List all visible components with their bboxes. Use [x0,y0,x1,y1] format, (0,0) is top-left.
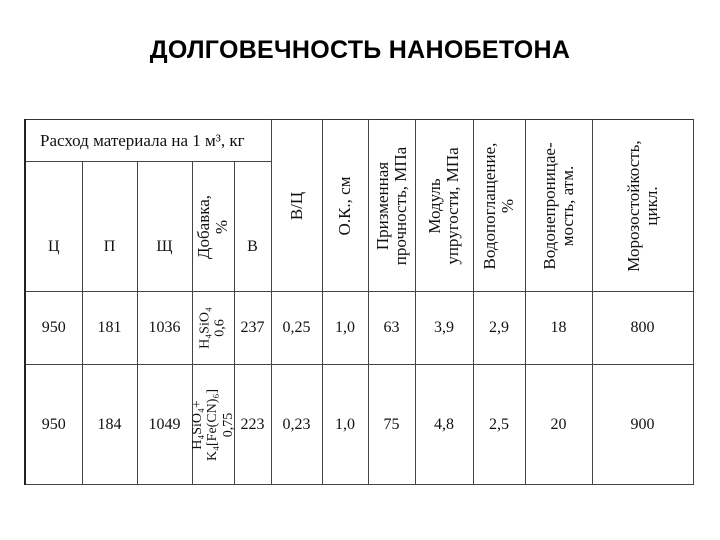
cell-additive: H₄SiO₄ 0,6 [192,292,234,365]
col-header-water-absorption: Водопоглащение, % [473,120,525,292]
cell-water-impermeability: 20 [525,365,592,485]
col-header-wc: В/Ц [271,120,322,292]
cell-slump: 1,0 [322,292,368,365]
cell-wc: 0,25 [271,292,322,365]
col-header-gravel: Щ [137,162,192,292]
cell-sand: 184 [82,365,137,485]
col-header-sand: П [82,162,137,292]
cell-additive: H₄SiO₄+ K₄[Fe(CN)₆] 0,75 [192,365,234,485]
cell-modulus: 4,8 [415,365,473,485]
col-header-additive: Добавка, % [192,162,234,292]
cell-water: 237 [234,292,271,365]
cell-water: 223 [234,365,271,485]
table-row [25,365,693,485]
cell-gravel: 1049 [137,365,192,485]
cell-cement: 950 [25,292,82,365]
col-header-cement: Ц [25,162,82,292]
col-header-modulus: Модуль упругости, МПа [415,120,473,292]
cell-modulus: 3,9 [415,292,473,365]
col-header-frost-resistance: Морозостойкость, цикл. [592,120,693,292]
cell-slump: 1,0 [322,365,368,485]
material-consumption-header: Расход материала на 1 м³, кг [25,120,271,162]
col-header-prism-strength: Призменная прочность, МПа [368,120,415,292]
cell-sand: 181 [82,292,137,365]
col-header-slump: О.К., см [322,120,368,292]
cell-frost-resistance: 800 [592,292,693,365]
cell-water-impermeability: 18 [525,292,592,365]
table-row [25,292,693,365]
col-header-water: В [234,162,271,292]
cell-wc: 0,23 [271,365,322,485]
col-header-water-impermeability: Водонепроницае- мость, атм. [525,120,592,292]
cell-frost-resistance: 900 [592,365,693,485]
cell-prism-strength: 63 [368,292,415,365]
cell-water-absorption: 2,5 [473,365,525,485]
cell-water-absorption: 2,9 [473,292,525,365]
cell-cement: 950 [25,365,82,485]
page-title: ДОЛГОВЕЧНОСТЬ НАНОБЕТОНА [149,36,571,64]
cell-gravel: 1036 [137,292,192,365]
durability-table [24,119,694,485]
cell-prism-strength: 75 [368,365,415,485]
